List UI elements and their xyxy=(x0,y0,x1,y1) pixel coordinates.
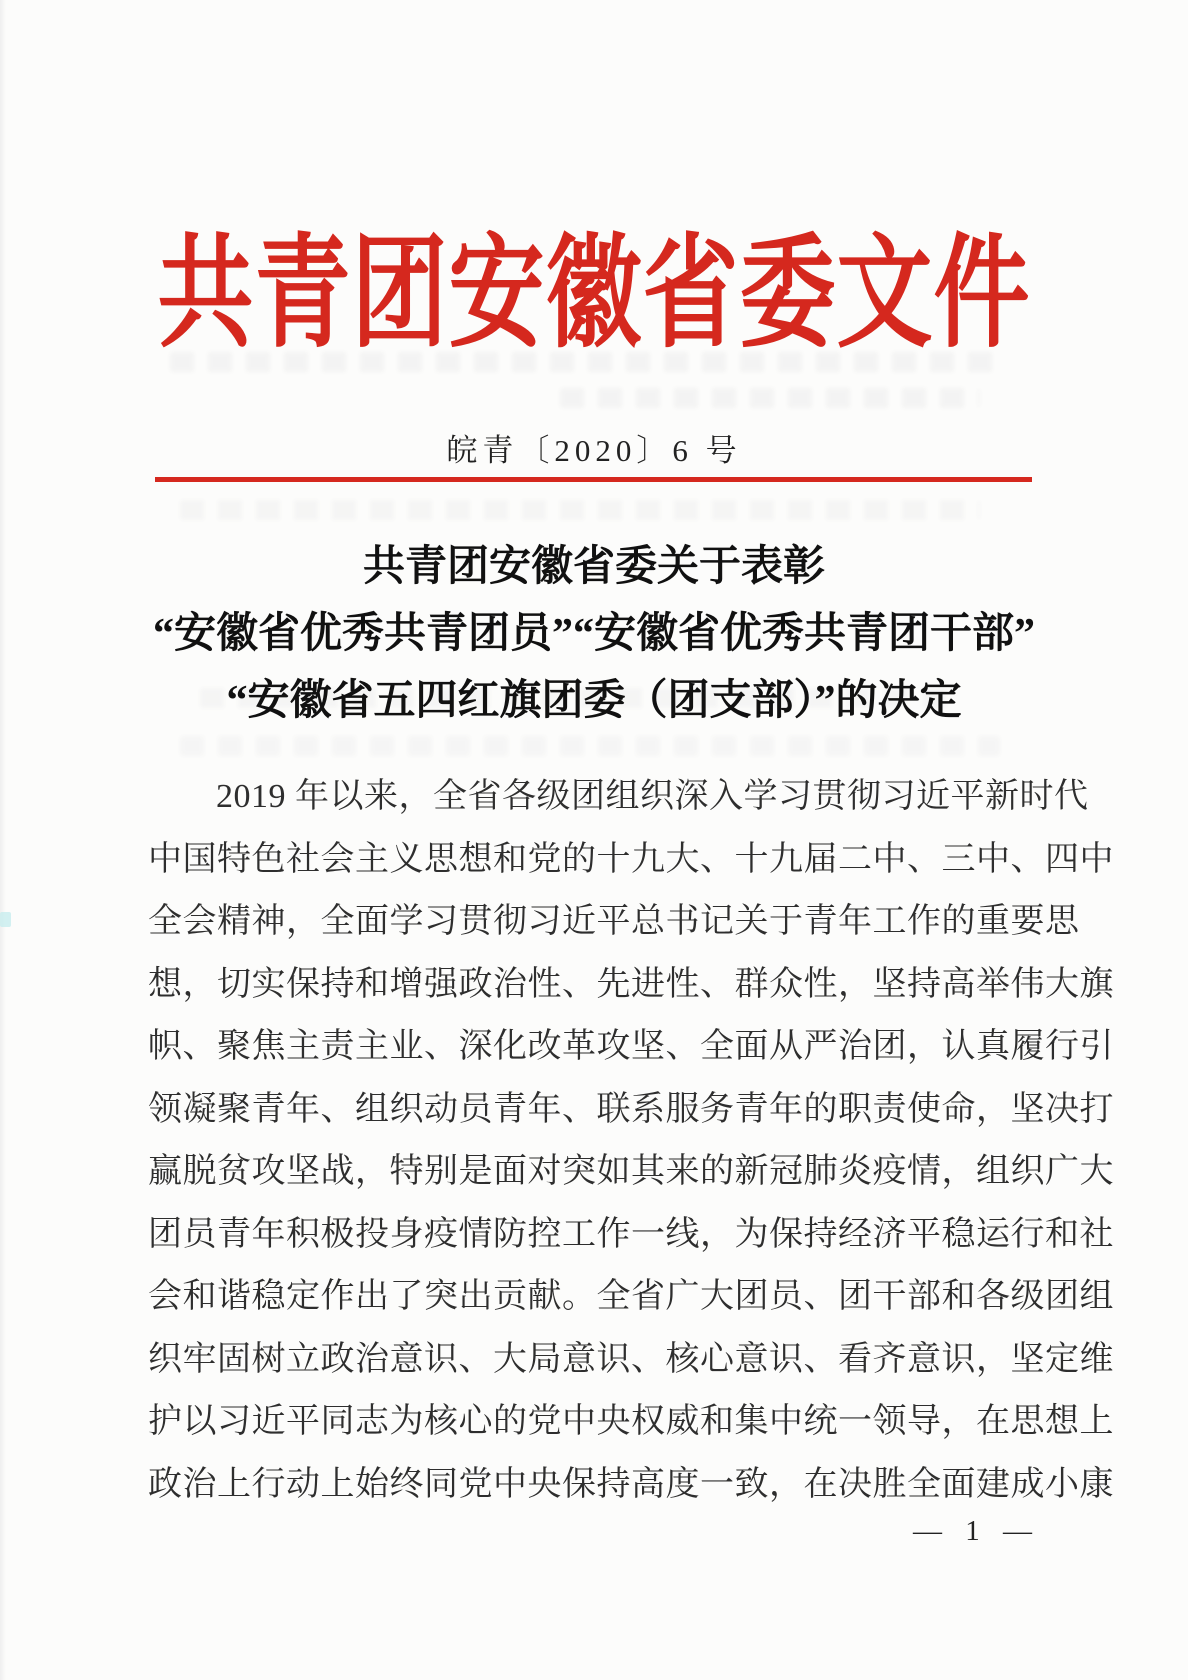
bleed-through-artifact xyxy=(560,388,980,408)
bleed-through-artifact xyxy=(180,500,980,520)
body-line: 护以习近平同志为核心的党中央权威和集中统一领导，在思想上 xyxy=(148,1403,1114,1440)
body-line: 2019 年以来，全省各级团组织深入学习贯彻习近平新时代 xyxy=(216,778,1089,815)
body-line: 全会精神，全面学习贯彻习近平总书记关于青年工作的重要思 xyxy=(148,903,1080,940)
scan-edge-mark xyxy=(0,912,11,927)
document-title xyxy=(60,534,1128,735)
title-line-2: “安徽省优秀共青团员”“安徽省优秀共青团干部” xyxy=(152,611,1035,657)
body-line: 领凝聚青年、组织动员青年、联系服务青年的职责使命，坚决打 xyxy=(148,1090,1114,1128)
letterhead-title: 共青团安徽省委文件 xyxy=(157,225,1031,363)
body-line: 政治上行动上始终同党中央保持高度一致，在决胜全面建成小康 xyxy=(148,1465,1114,1503)
document-number: 皖青〔2020〕6 号 xyxy=(446,433,742,468)
body-line: 想，切实保持和增强政治性、先进性、群众性，坚持高举伟大旗 xyxy=(148,965,1114,1003)
body-line: 赢脱贫攻坚战，特别是面对突如其来的新冠肺炎疫情，组织广大 xyxy=(148,1153,1114,1190)
page-number: — 1 — xyxy=(913,1515,1040,1547)
body-line: 帜、聚焦主责主业、深化改革攻坚、全面从严治团，认真履行引 xyxy=(148,1028,1114,1065)
bleed-through-artifact xyxy=(180,736,1000,756)
body-line: 中国特色社会主义思想和党的十九大、十九届二中、三中、四中 xyxy=(148,840,1114,878)
title-line-3: “安徽省五四红旗团委（团支部）”的决定 xyxy=(226,678,962,724)
body-line: 团员青年积极投身疫情防控工作一线，为保持经济平稳运行和社 xyxy=(148,1215,1114,1253)
document-body xyxy=(148,766,1114,1516)
title-line-1: 共青团安徽省委关于表彰 xyxy=(362,544,825,590)
body-line: 会和谐稳定作出了突出贡献。全省广大团员、团干部和各级团组 xyxy=(148,1278,1114,1315)
body-line: 织牢固树立政治意识、大局意识、核心意识、看齐意识，坚定维 xyxy=(148,1340,1114,1378)
red-divider-line xyxy=(155,477,1032,482)
